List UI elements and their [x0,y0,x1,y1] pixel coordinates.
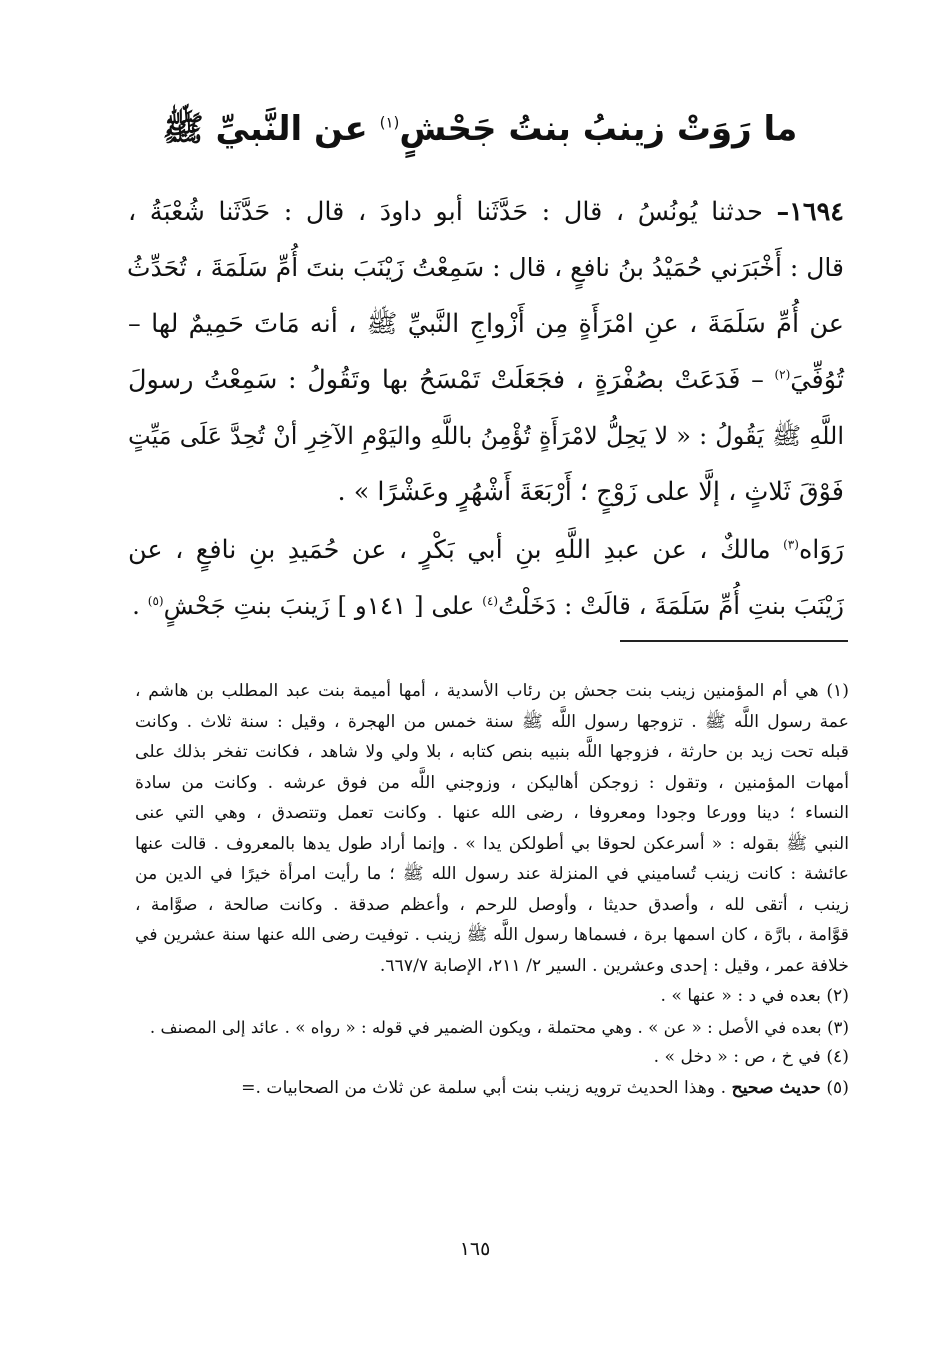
footnote-1-line: قبله تحت زيد بن حارثة ، فزوجها اللَّه بنبيه بنص كتابه ، بلا ولي ولا شاهد ، فكانت تفخر بذلك على [135,742,849,762]
footnote-3: (٣) بعده في الأصل : « عن » . وهي محتملة ، ويكون الضمير في قوله : « رواه » . عائد إلى المصنف . [149,1016,849,1037]
footnote-5: (٥) حديث صحيح . وهذا الحديث ترويه زينب بنت أبي سلمة عن ثلاث من الصحابيات .= [241,1077,849,1098]
hadith-line: ١٦٩٤– حدثنا يُونُسُ ، قال : حَدَّثَنا أبو داودَ ، قال : حَدَّثَنا شُعْبَةُ ، [128,197,844,227]
heading-text-a: ما رَوَتْ زينبُ بنتُ جَحْشٍ [399,109,798,149]
footnote-1-line: عائشة : كانت زينب تُساميني في المنزلة عند رسول الله ﷺ ؛ ما رأيت امرأة خيرًا في الدين من [135,864,849,884]
riwaya-line: زَيْنَبَ بنتِ أُمِّ سَلَمَةَ ، قالَتْ : دَخَلْتُ$^{(٤)}$ على [ ١٤١و ] زَينبَ بنتِ جَحْشٍ$^{(٥)}$ . [132,591,844,620]
footnote-ref: (٤) [482,593,499,608]
footnote-1-line: أمهات المؤمنين ، وتقول : زوجكن أهاليكن ، وزوجني اللَّه من فوق عرشه . وكانت من سادة [135,772,849,793]
heading-text-b: عن النَّبيِّ ﷺ [162,109,368,149]
footnote-1-line: زينب ، أتقى لله ، وأصدق حديثا ، وأوصل للرحم ، وأعظم صدقة . وكانت صالحة ، صوَّامة ، [135,894,849,915]
chapter-heading [130,108,830,157]
footnote-1-line: النساء ؛ دينا وورعا وجودا ومعروفا ، رضى الله عنها . وكانت تعمل وتتصدق ، وهي التي عنى [135,803,849,823]
footnote-ref: (٥) [147,593,164,608]
hadith-line: اللَّهِ ﷺ يَقُولُ : « لا يَحِلُّ لامْرَأَةٍ تُؤْمِنُ باللَّهِ واليَوْمِ الآخِرِ أنْ تُحِدَّ عَلَى مَيِّتٍ [128,422,844,450]
hadith-line: قال : أَخْبَرَني حُمَيْدُ بنُ نافعٍ ، قال : سَمِعْتُ زَيْنَبَ بنتَ أُمِّ سَلَمَةَ ، تُحَدِّثُ [126,253,844,282]
hadith-1694 [128,184,844,520]
riwaya-paragraph [128,522,844,634]
hadith-line: عن أُمِّ سَلَمَةَ ، عنِ امْرَأَةٍ مِن أَزْواجِ النَّبيِّ ﷺ ، أنه مَاتَ حَمِيمٌ لها – [128,309,844,339]
grade-label: حديث صحيح [731,1077,821,1098]
footnote-2: (٢) بعده في د : « عنها » . [660,986,849,1006]
footnote-1-line: (١) هي أم المؤمنين زينب بنت جحش بن رئاب الأسدية ، أمها أميمة بنت عبد المطلب بن هاشم ، [135,681,849,701]
footnote-1-line: النبي ﷺ بقوله : « أسرعكن لحوقا بي أطولكن يدا » . وإنما أراد طول يدها بالمعروف . قالت عنها [135,833,849,854]
riwaya-line: رَوَاه$^{(٣)}$ مالكٌ ، عن عبدِ اللَّهِ بنِ أبي بَكْرٍ ، عن حُمَيدِ بنِ نافعٍ ، عن [128,535,845,565]
footnote-ref: (٣) [783,537,799,552]
footnote-4: (٤) في خ ، ص : « دخل » . [653,1047,849,1067]
footnote-1-line: قوَّامة ، بارَّة ، كان اسمها برة ، فسماها رسول اللَّه ﷺ زينب . توفيت رضى الله عنها سنة عشرين في [135,925,849,945]
footnotes [135,676,849,1103]
page-number: ١٦٥ [459,1238,491,1260]
footnote-divider [620,640,848,642]
footnote-ref: (٢) [774,367,791,382]
hadith-line: تُوُفِّيَ$^{(٢)}$ – فَدَعَتْ بصُفْرَةٍ ، فجَعَلَتْ تَمْسَحُ بها وتَقُولُ : سَمِعْتُ رسولَ [128,365,844,395]
hadith-line: فَوْقَ ثَلاثٍ ، إلَّا على زَوْجٍ ؛ أَرْبَعَةَ أَشْهُرٍ وعَشْرًا » . [337,477,844,507]
hadith-number: ١٦٩٤– [776,197,844,227]
footnote-1-line: خلافة عمر ، وقيل : إحدى وعشرين . السير ٢/ ٢١١، الإصابة ٦٦٧/٧. [379,955,849,976]
footnote-1-line: عمة رسول اللَّه ﷺ . تزوجها رسول اللَّه ﷺ سنة خمس من الهجرة ، وقيل : سنة ثلاث . وكانت [135,711,849,732]
heading-footnote-ref: (١) [379,113,400,132]
